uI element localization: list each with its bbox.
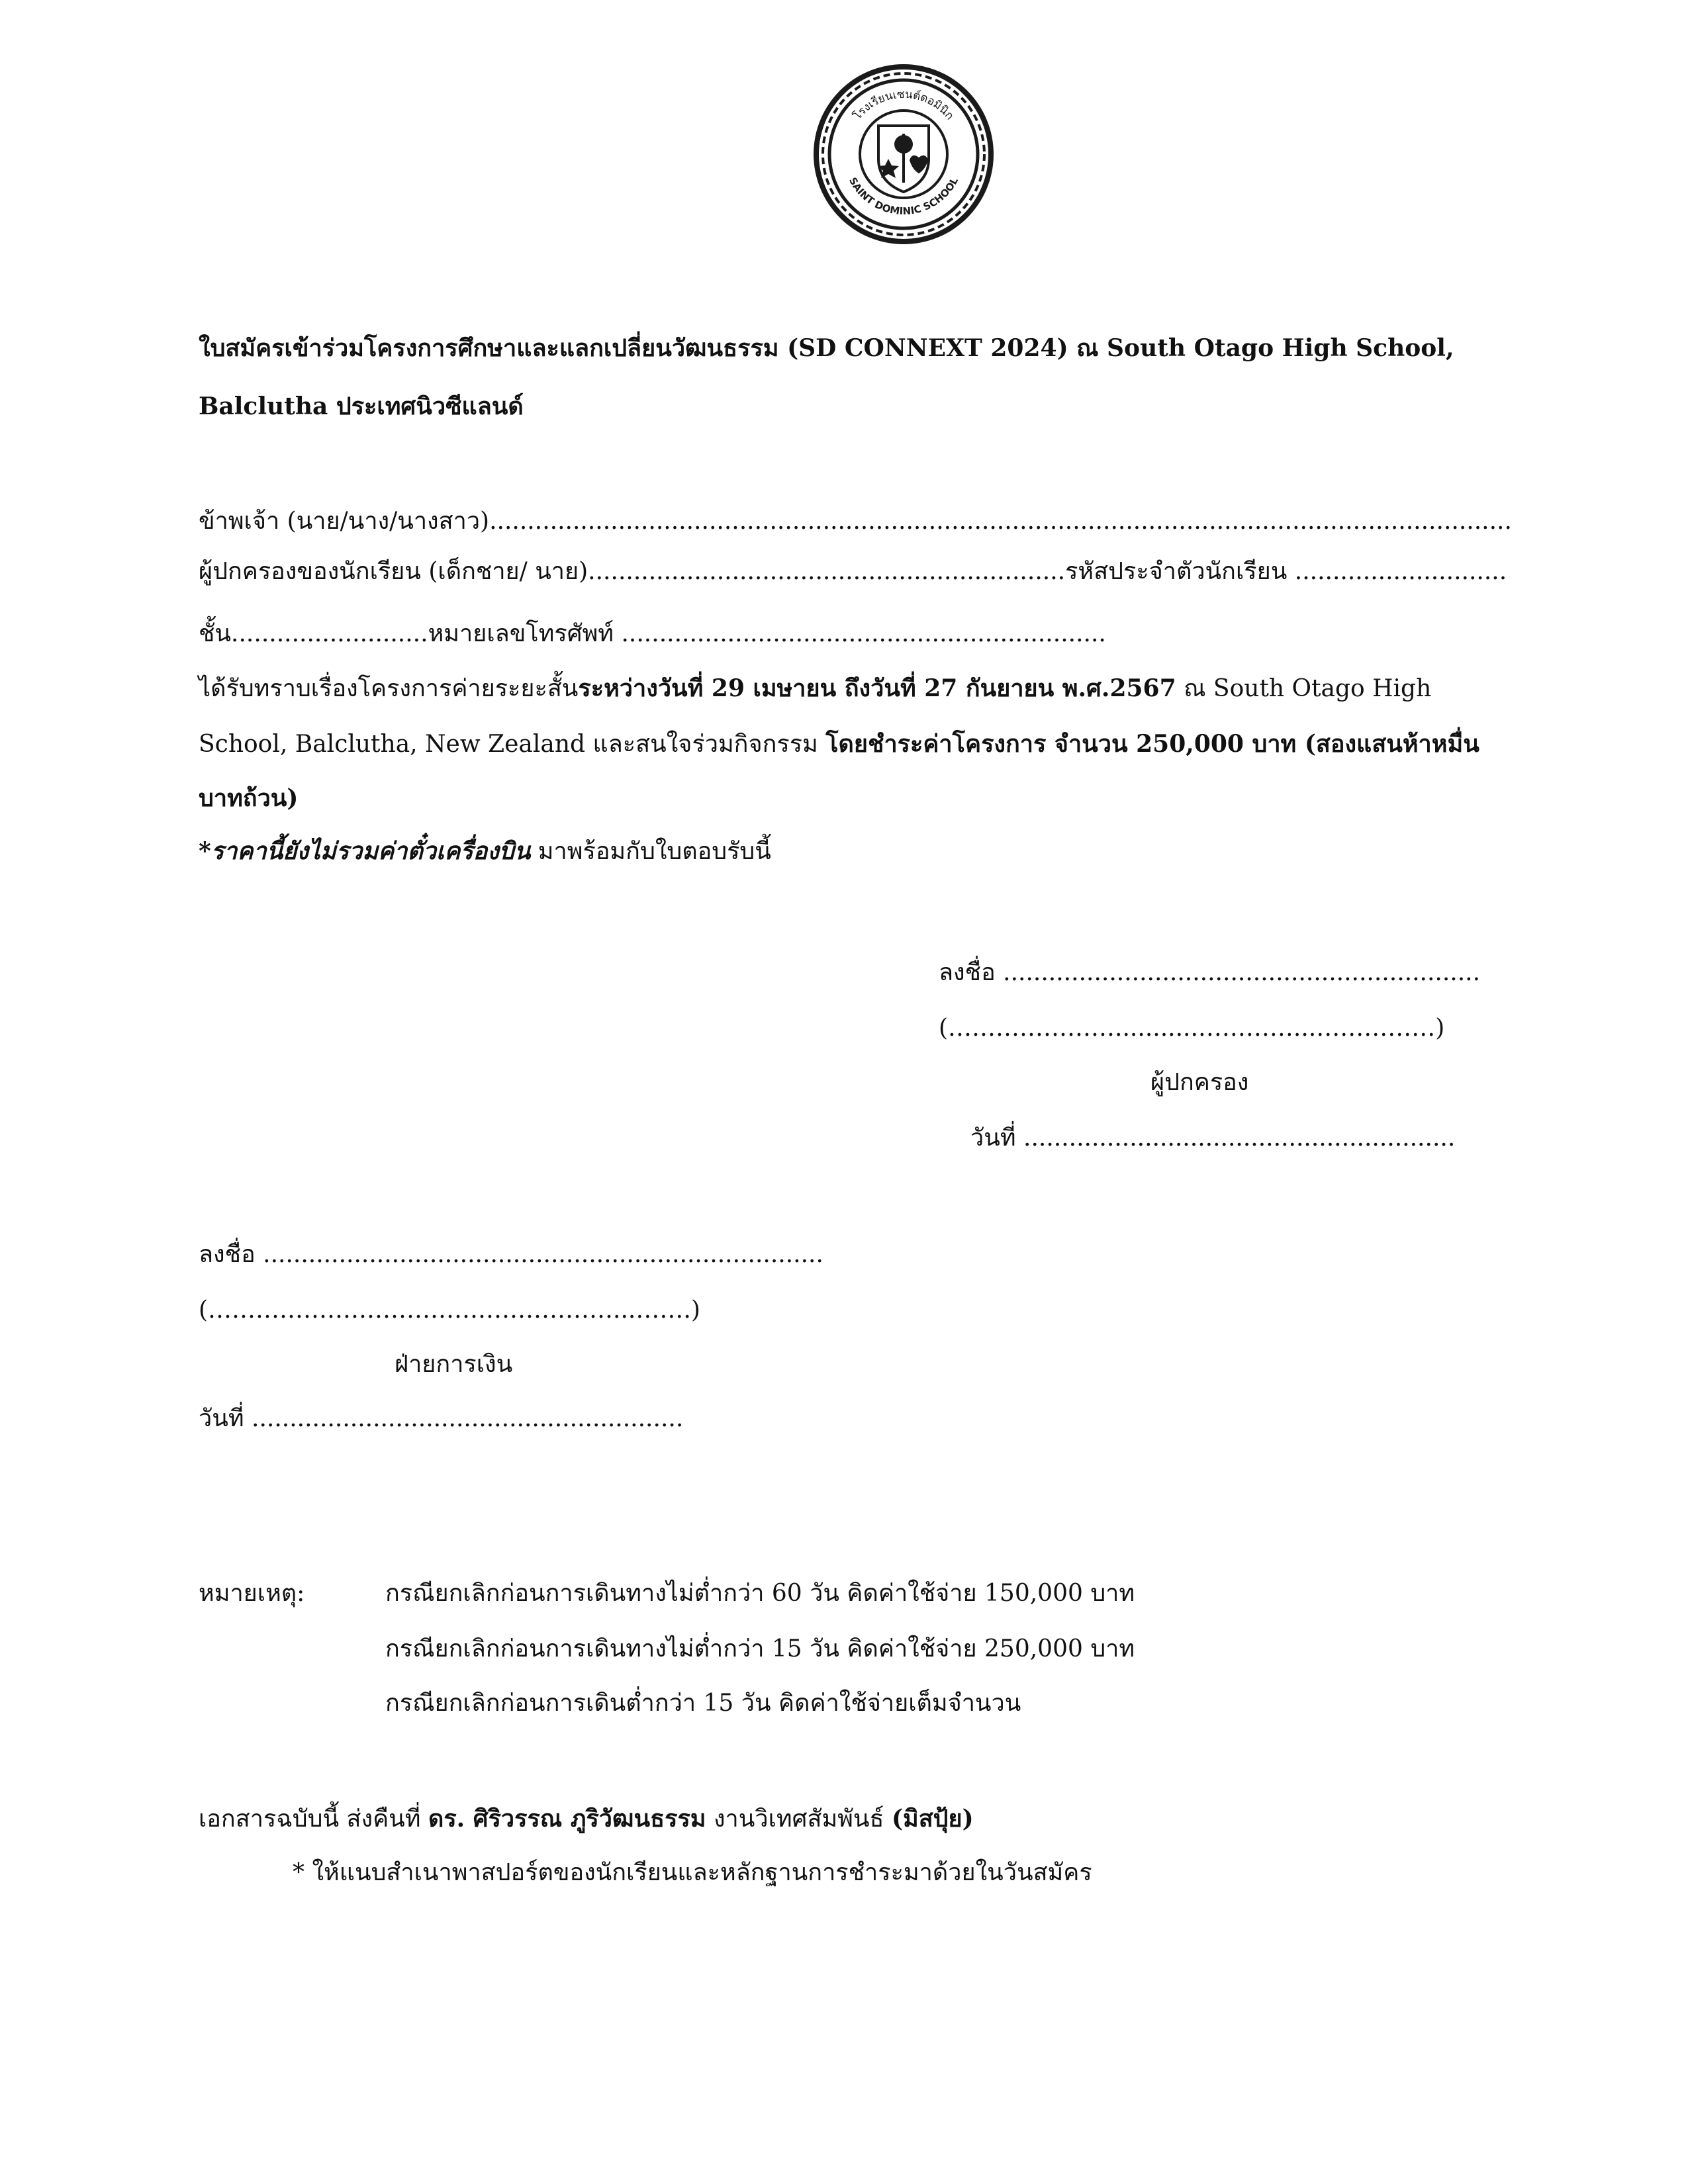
return-instructions <box>199 1803 974 1835</box>
airfare-exclusion: *ราคานี้ยังไม่รวมค่าตั๋วเครื่องบิน <box>199 837 531 865</box>
document-title-line-2: Balclutha ประเทศนิวซีแลนด์ <box>199 392 524 420</box>
finance-signature-field[interactable]: ลงชื่อ .......................................................................... <box>199 1241 823 1268</box>
program-location: School, Balclutha, New Zealand และสนใจร่วมกิจกรรม <box>199 731 826 758</box>
contact-department: งานวิเทศสัมพันธ์ <box>706 1805 892 1833</box>
program-dates: ระหว่างวันที่ 29 เมษายน ถึงวันที่ 27 กันยายน พ.ศ.2567 <box>578 674 1176 702</box>
attachment-instructions: * ให้แนบสำเนาพาสปอร์ตของนักเรียนและหลักฐานการชำระมาด้วยในวันสมัคร <box>293 1859 1092 1886</box>
program-venue: ณ South Otago High <box>1176 675 1432 702</box>
airfare-note-tail: มาพร้อมกับใบตอบรับนี้ <box>530 838 771 865</box>
return-intro: เอกสารฉบับนี้ ส่งคืนที่ <box>199 1805 428 1833</box>
guardian-student-field[interactable]: ผู้ปกครองของนักเรียน (เด็กชาย/ นาย)...............................................................รหัสประจำตัวนักเรียน ............................ <box>199 558 1507 585</box>
program-fee: โดยชำระค่าโครงการ จำนวน 250,000 บาท (สองแสนห้าหมื่น <box>825 730 1479 758</box>
notes-label: หมายเหตุ: <box>199 1580 305 1607</box>
cancellation-note-3: กรณียกเลิกก่อนการเดินต่ำกว่า 15 วัน คิดค่าใช้จ่ายเต็มจำนวน <box>385 1690 1021 1717</box>
finance-date-field[interactable]: วันที่ ......................................................... <box>199 1405 684 1432</box>
finance-role-label: ฝ่ายการเงิน <box>395 1351 513 1378</box>
program-paragraph-line-1 <box>199 672 1431 705</box>
guardian-role-label: ผู้ปกครอง <box>1150 1069 1249 1096</box>
class-phone-field[interactable]: ชั้น..........................หมายเลขโทรศัพท์ ................................................................ <box>199 620 1106 647</box>
guardian-name-field[interactable]: (…………………...........…………...……………) <box>939 1015 1445 1042</box>
program-paragraph-line-3: บาทถ้วน) <box>199 784 299 812</box>
school-seal-logo <box>809 60 998 249</box>
applicant-name-field[interactable]: ข้าพเจ้า (นาย/นาง/นางสาว)....................................................................................................................................... <box>199 508 1512 535</box>
program-intro: ได้รับทราบเรื่องโครงการค่ายระยะสั้น <box>199 675 579 702</box>
cancellation-note-2: กรณียกเลิกก่อนการเดินทางไม่ต่ำกว่า 15 วัน คิดค่าใช้จ่าย 250,000 บาท <box>385 1635 1135 1662</box>
seal-text-top: โรงเรียนเซนต์ดอมินิก <box>851 87 957 123</box>
guardian-date-field[interactable]: วันที่ ......................................................... <box>970 1124 1456 1152</box>
seal-text-bottom: SAINT DOMINIC SCHOOL <box>846 175 961 218</box>
contact-nickname: (มิสปุ้ย) <box>891 1805 974 1833</box>
airfare-note <box>199 835 771 868</box>
program-paragraph-line-2 <box>199 728 1479 760</box>
contact-name: ดร. ศิริวรรณ ภูริวัฒนธรรม <box>428 1805 706 1833</box>
guardian-signature-field[interactable]: ลงชื่อ ............................................................... <box>939 959 1481 986</box>
cancellation-note-1: กรณียกเลิกก่อนการเดินทางไม่ต่ำกว่า 60 วัน คิดค่าใช้จ่าย 150,000 บาท <box>385 1580 1135 1607</box>
finance-name-field[interactable]: (……………………………………………...…….) <box>199 1297 700 1324</box>
document-title-line-1: ใบสมัครเข้าร่วมโครงการศึกษาและแลกเปลี่ยนวัฒนธรรม (SD CONNEXT 2024) ณ South Otago High School, <box>199 334 1454 362</box>
